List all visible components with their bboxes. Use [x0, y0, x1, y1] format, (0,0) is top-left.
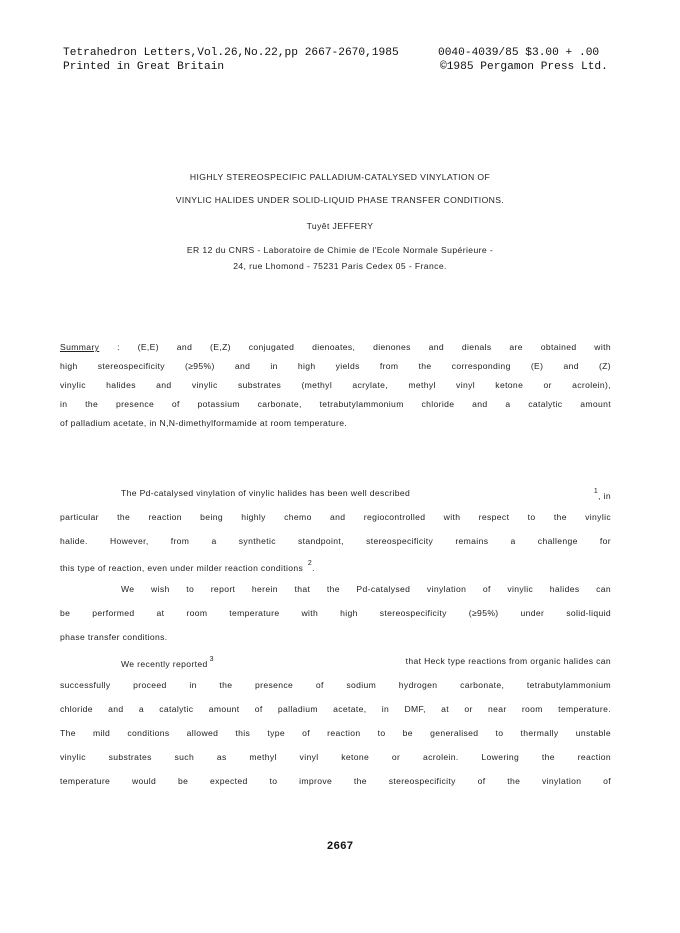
reference-2: 2	[307, 560, 313, 567]
summary-line-4: in the presence of potassium carbonate, tetrabutylammonium chloride and a catalytic amount	[60, 399, 611, 409]
paragraph-3-line-5: vinylic substrates such as methyl vinyl ketone or acrolein. Lowering the reaction	[60, 752, 611, 762]
affiliation-line-1: ER 12 du CNRS - Laboratoire de Chimie de l'Ecole Normale Supérieure -	[186, 245, 494, 255]
reference-3: 3	[209, 656, 214, 663]
paragraph-1-text: The Pd-catalysed vinylation of vinylic halides has been well described	[121, 488, 411, 498]
summary-line-3: vinylic halides and vinylic substrates (methyl acrylate, methyl vinyl ketone or acrolein),	[60, 380, 611, 390]
journal-citation: Tetrahedron Letters,Vol.26,No.22,pp 2667-2670,1985	[63, 47, 399, 59]
paragraph-3-line-4: The mild conditions allowed this type of reaction to be generalised to thermally unstable	[60, 728, 611, 738]
printed-location: Printed in Great Britain	[63, 61, 225, 73]
paragraph-2-line-3: phase transfer conditions.	[60, 632, 168, 642]
summary-line-1	[60, 342, 611, 352]
article-price-code: 0040-4039/85 $3.00 + .00	[438, 47, 600, 59]
summary-label: Summary	[60, 342, 100, 352]
summary-line-2: high stereospecificity (≥95%) and in high yields from the corresponding (E) and (Z)	[60, 361, 611, 371]
author-name: Tuyêt JEFFERY	[306, 221, 374, 231]
page-number: 2667	[326, 841, 354, 853]
paragraph-3-line-1: We recently reported $^3$ that Heck type reactions from organic halides can	[121, 656, 611, 669]
title-line-1: HIGHLY STEREOSPECIFIC PALLADIUM-CATALYSED VINYLATION OF	[189, 172, 491, 182]
paragraph-2-line-1: We wish to report herein that the Pd-catalysed vinylation of vinylic halides can	[121, 584, 611, 594]
summary-text-1: : (E,E) and (E,Z) conjugated dienoates, dienones and dienals are obtained with	[117, 342, 611, 352]
copyright-notice: ©1985 Pergamon Press Ltd.	[440, 61, 608, 73]
paragraph-1-line-4: this type of reaction, even under milder reaction conditions $^2$.	[60, 560, 315, 573]
paragraph-1-line-3: halide. However, from a synthetic standpoint, stereospecificity remains a challenge for	[60, 536, 611, 546]
paragraph-1-line-2: particular the reaction being highly chemo and regiocontrolled with respect to the vinylic	[60, 512, 611, 522]
paragraph-1-line-1: The Pd-catalysed vinylation of vinylic halides has been well described $^1$, in	[121, 488, 611, 501]
summary-line-5: of palladium acetate, in N,N-dimethylformamide at room temperature.	[60, 418, 348, 428]
paragraph-3-line-3: chloride and a catalytic amount of palladium acetate, in DMF, at or near room temperature.	[60, 704, 611, 714]
paragraph-3-line-2: successfully proceed in the presence of sodium hydrogen carbonate, tetrabutylammonium	[60, 680, 611, 690]
paragraph-3-line-6: temperature would be expected to improve the stereospecificity of the vinylation of	[60, 776, 611, 786]
reference-1: 1	[593, 488, 599, 495]
paragraph-2-line-2: be performed at room temperature with high stereospecificity (≥95%) under solid-liquid	[60, 608, 611, 618]
title-line-2: VINYLIC HALIDES UNDER SOLID-LIQUID PHASE TRANSFER CONDITIONS.	[175, 195, 505, 205]
affiliation-line-2: 24, rue Lhomond - 75231 Paris Cedex 05 - France.	[233, 261, 447, 271]
